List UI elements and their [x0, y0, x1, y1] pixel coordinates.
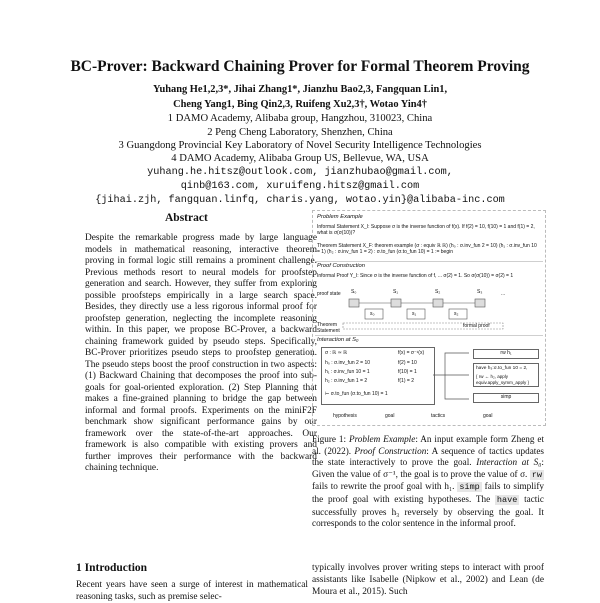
theorem-statement-label: Theorem Statement: [317, 322, 340, 334]
informal-proof: Informal Proof Y_I: Since σ is the inverse function of f, ... σ(2) = 1. So σ(σ(10)) = σ(2) = 1: [317, 273, 514, 279]
paper-title: BC-Prover: Backward Chaining Prover for Formal Theorem Proving: [70, 58, 530, 75]
affiliation-4: 4 DAMO Academy, Alibaba Group US, Bellevue, WA, USA: [171, 153, 429, 164]
note-sigma: f(x) = σ⁻¹(x): [398, 350, 425, 356]
tactic-have-box: [473, 363, 539, 387]
figure-caption: Figure 1: Problem Example: An input example form Zheng et al. (2022). Proof Construction: A sequence of tactics updates the state interactively to prove the goal. Interaction at S₀: Given the value of σ⁻¹, the goal is to prove the value of σ. rw fails to rewrite the proof goal with h₁. simp fails to simplify the proof goal with existing hypotheses. The have tactic successfully proves h₃ reversely by observing the goal. It corresponds to the color sentence in the informal proof.: [312, 434, 545, 529]
state-s3: S₃: [477, 289, 483, 295]
affiliation-3: 3 Guangdong Provincial Key Laboratory of Novel Security Intelligence Technologies: [118, 140, 482, 151]
introduction-text: Recent years have seen a surge of interest in mathematical reasoning tasks, such as premise selec-: [76, 580, 308, 602]
legend-tactics: tactics: [431, 413, 446, 419]
tactic-simp: simp: [473, 393, 539, 403]
state-s0: S₀: [351, 289, 357, 295]
interaction-label: Interaction at S₀: [317, 337, 359, 343]
state-s2: S₂: [435, 289, 441, 295]
note-h1: f(10) = 1: [398, 369, 417, 375]
state-line-h0: h₀ : σ.inv_fun 2 = 10: [325, 360, 371, 366]
legend-goal-2: goal: [483, 413, 493, 419]
formal-proof-label: formal proof: [463, 323, 490, 329]
proof-state-box: [321, 347, 435, 405]
email-line-3: {jihai.zjh, fangquan.linfq, charis.yang, wotao.yin}@alibaba-inc.com: [95, 195, 505, 206]
authors-line-1: Yuhang He1,2,3*, Jihai Zhang1*, Jianzhu Bao2,3, Fangquan Lin1,: [152, 84, 448, 95]
proof-construction-label: Proof Construction: [317, 263, 366, 269]
tactic-have-detail: { rw ← h₂, apply equiv.apply_symm_apply }: [476, 374, 529, 385]
affiliation-2: 2 Peng Cheng Laboratory, Shenzhen, China: [207, 127, 393, 138]
email-line-1: yuhang.he.hitsz@outlook.com, jianzhubao@gmail.com,: [147, 167, 453, 178]
problem-example-label: Problem Example: [317, 214, 363, 220]
state-s1: S₁: [393, 289, 399, 295]
step-s2: s₂: [454, 311, 459, 317]
state-line-sigma: σ : ℝ ≃ ℝ: [325, 350, 348, 356]
proof-state-label: proof state: [317, 291, 341, 297]
tactic-rw: rw h₁: [473, 349, 539, 359]
state-more: ...: [501, 291, 506, 297]
abstract-heading: Abstract: [165, 212, 208, 224]
state-line-goal: ⊢ σ.to_fun (σ.to_fun 10) = 1: [325, 391, 388, 397]
authors-line-2: Cheng Yang1, Bing Qin2,3, Ruifeng Xu2,3†, Wotao Yin4†: [173, 99, 427, 110]
affiliation-1: 1 DAMO Academy, Alibaba group, Hangzhou, 310023, China: [167, 113, 433, 124]
right-column-text: typically involves prover writing steps to interact with proof assistants like Isabelle (Nipkow et al., 2002) and Lean (de Moura et al., 2015). Such: [312, 563, 544, 597]
step-s0: s₀: [370, 311, 375, 317]
step-s1: s₁: [412, 311, 417, 317]
legend-hypothesis: hypothesis: [333, 413, 357, 419]
section-heading-introduction: 1 Introduction: [76, 562, 148, 574]
theorem-statement: Theorem Statement X_F: theorem example (σ : equiv ℝ ℝ) (h₀ : σ.inv_fun 2 = 10) (h₁ : σ.inv_fun 10 = 1) (h₂ : σ.inv_fun 1 = 2) : σ.to_fun (σ.to_fun 10) = 1 := begin: [317, 243, 537, 255]
note-h0: f(2) = 10: [398, 360, 417, 366]
legend-goal: goal: [385, 413, 395, 419]
tactic-arrows: [431, 347, 471, 407]
tactic-have: have h₃:σ.to_fun 10 = 2,: [476, 366, 528, 371]
proof-chain-diagram: [313, 295, 545, 333]
note-h2: f(1) = 2: [398, 378, 414, 384]
email-line-2: qinb@163.com, xuruifeng.hitsz@gmail.com: [180, 181, 420, 192]
informal-statement: Informal Statement X_I: Suppose σ is the inverse function of f(x). If f(2) = 10, f(10) = 1 and f(1) = 2, what is σ(σ(10))?: [317, 224, 535, 236]
state-line-h2: h₂ : σ.inv_fun 1 = 2: [325, 378, 368, 384]
figure-1: [312, 210, 546, 426]
abstract-body: Despite the remarkable progress made by large language models in mathematical reasoning, interactive theorem proving in formal logic still remains a prominent challenge. Previous methods resort to neural models for proofstep generation and search. However, they suffer from exploring possible proofsteps empirically in a large search space. Besides, they directly use a less rigorous informal proof for proofstep generation, neglecting the incomplete reasoning within. In this paper, we propose BC-Prover, a backward chaining framework guided by pseudo steps. Specifically, BC-Prover prioritizes pseudo steps to proofstep generation. The pseudo steps boost the proof construction in two aspects: (1) Backward Chaining that decomposes the proof into sub-goals for goal-oriented exploration. (2) Step Planning that makes a fine-grained planning to bridge the gap between informal and formal proofs. Experiments on the miniF2F benchmark show significant performance gains by our framework over the state-of-the-art approaches. Our framework is also compatible with existing provers and further improves their performance with the backward chaining technique.: [85, 233, 317, 473]
state-line-h1: h₁ : σ.inv_fun 10 = 1: [325, 369, 370, 375]
